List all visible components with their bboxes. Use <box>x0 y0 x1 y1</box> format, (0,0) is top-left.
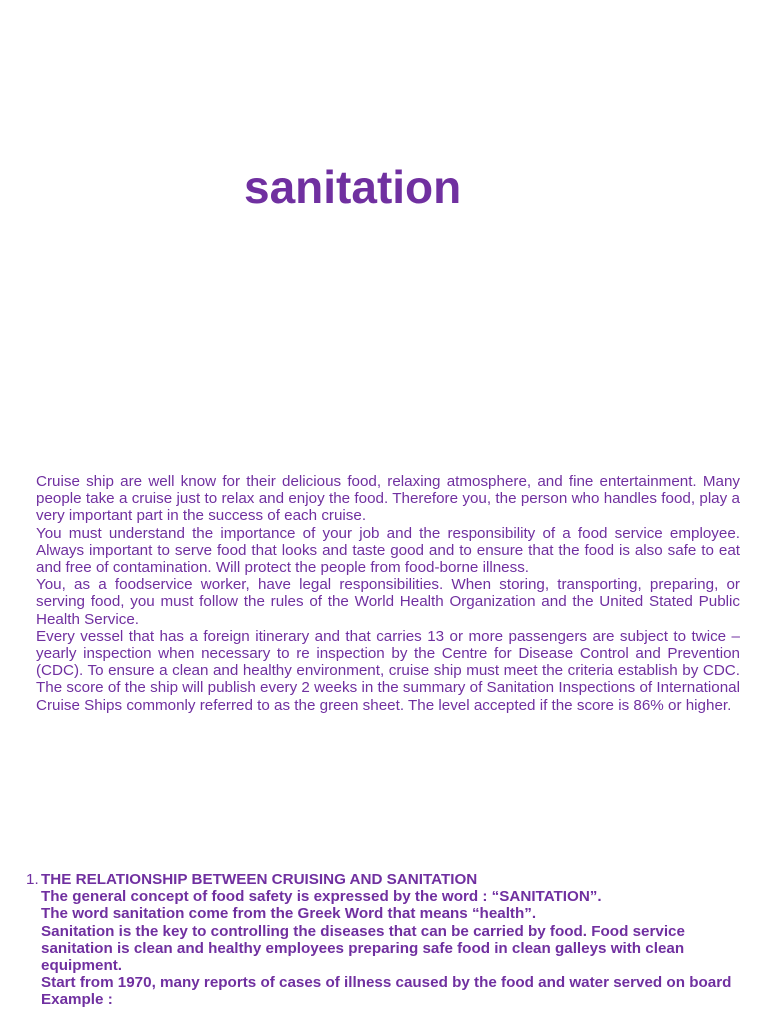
section-line: The word sanitation come from the Greek Word that means “health”. <box>41 905 537 923</box>
intro-paragraph: Every vessel that has a foreign itinerary and that carries 13 or more passengers are subject to twice – yearly inspection when necessary to re inspection by the Centre for Disease Control and Prevention (CDC). To ensure a clean and healthy environment, cruise ship must meet the criteria establish by CDC. The score of the ship will publish every 2 weeks in the summary of Sanitation Inspections of International Cruise Ships commonly referred to as the green sheet. The level accepted if the score is 86% or higher. <box>36 627 740 714</box>
section-line: Start from 1970, many reports of cases of illness caused by the food and water served on board <box>41 974 732 992</box>
section-line: The general concept of food safety is expressed by the word : “SANITATION”. <box>41 888 602 906</box>
section-relationship <box>26 871 740 1009</box>
section-body <box>41 888 740 1008</box>
intro-paragraph: You, as a foodservice worker, have legal responsibilities. When storing, transporting, preparing, or serving food, you must follow the rules of the World Health Organization and the United Stated Public Health Service. <box>36 576 740 628</box>
section-number: 1. <box>26 871 39 888</box>
page-title: sanitation <box>244 161 462 213</box>
intro-paragraph: You must understand the importance of your job and the responsibility of a food service employee. Always important to serve food that looks and taste good and to ensure that the food is also safe to eat and free of contamination. Will protect the people from food-borne illness. <box>36 524 740 577</box>
section-line: Example : <box>41 991 113 1009</box>
intro-text-block <box>36 473 740 714</box>
section-line: Sanitation is the key to controlling the diseases that can be carried by food. Food service sanitation is clean and healthy employees preparing safe food in clean galleys with clean equipment. <box>41 922 685 975</box>
section-title: THE RELATIONSHIP BETWEEN CRUISING AND SANITATION <box>41 871 478 888</box>
intro-paragraph: Cruise ship are well know for their delicious food, relaxing atmosphere, and fine entertainment. Many people take a cruise just to relax and enjoy the food. Therefore you, the person who handles food, play a very important part in the success of each cruise. <box>36 473 740 525</box>
section-heading <box>26 871 740 888</box>
